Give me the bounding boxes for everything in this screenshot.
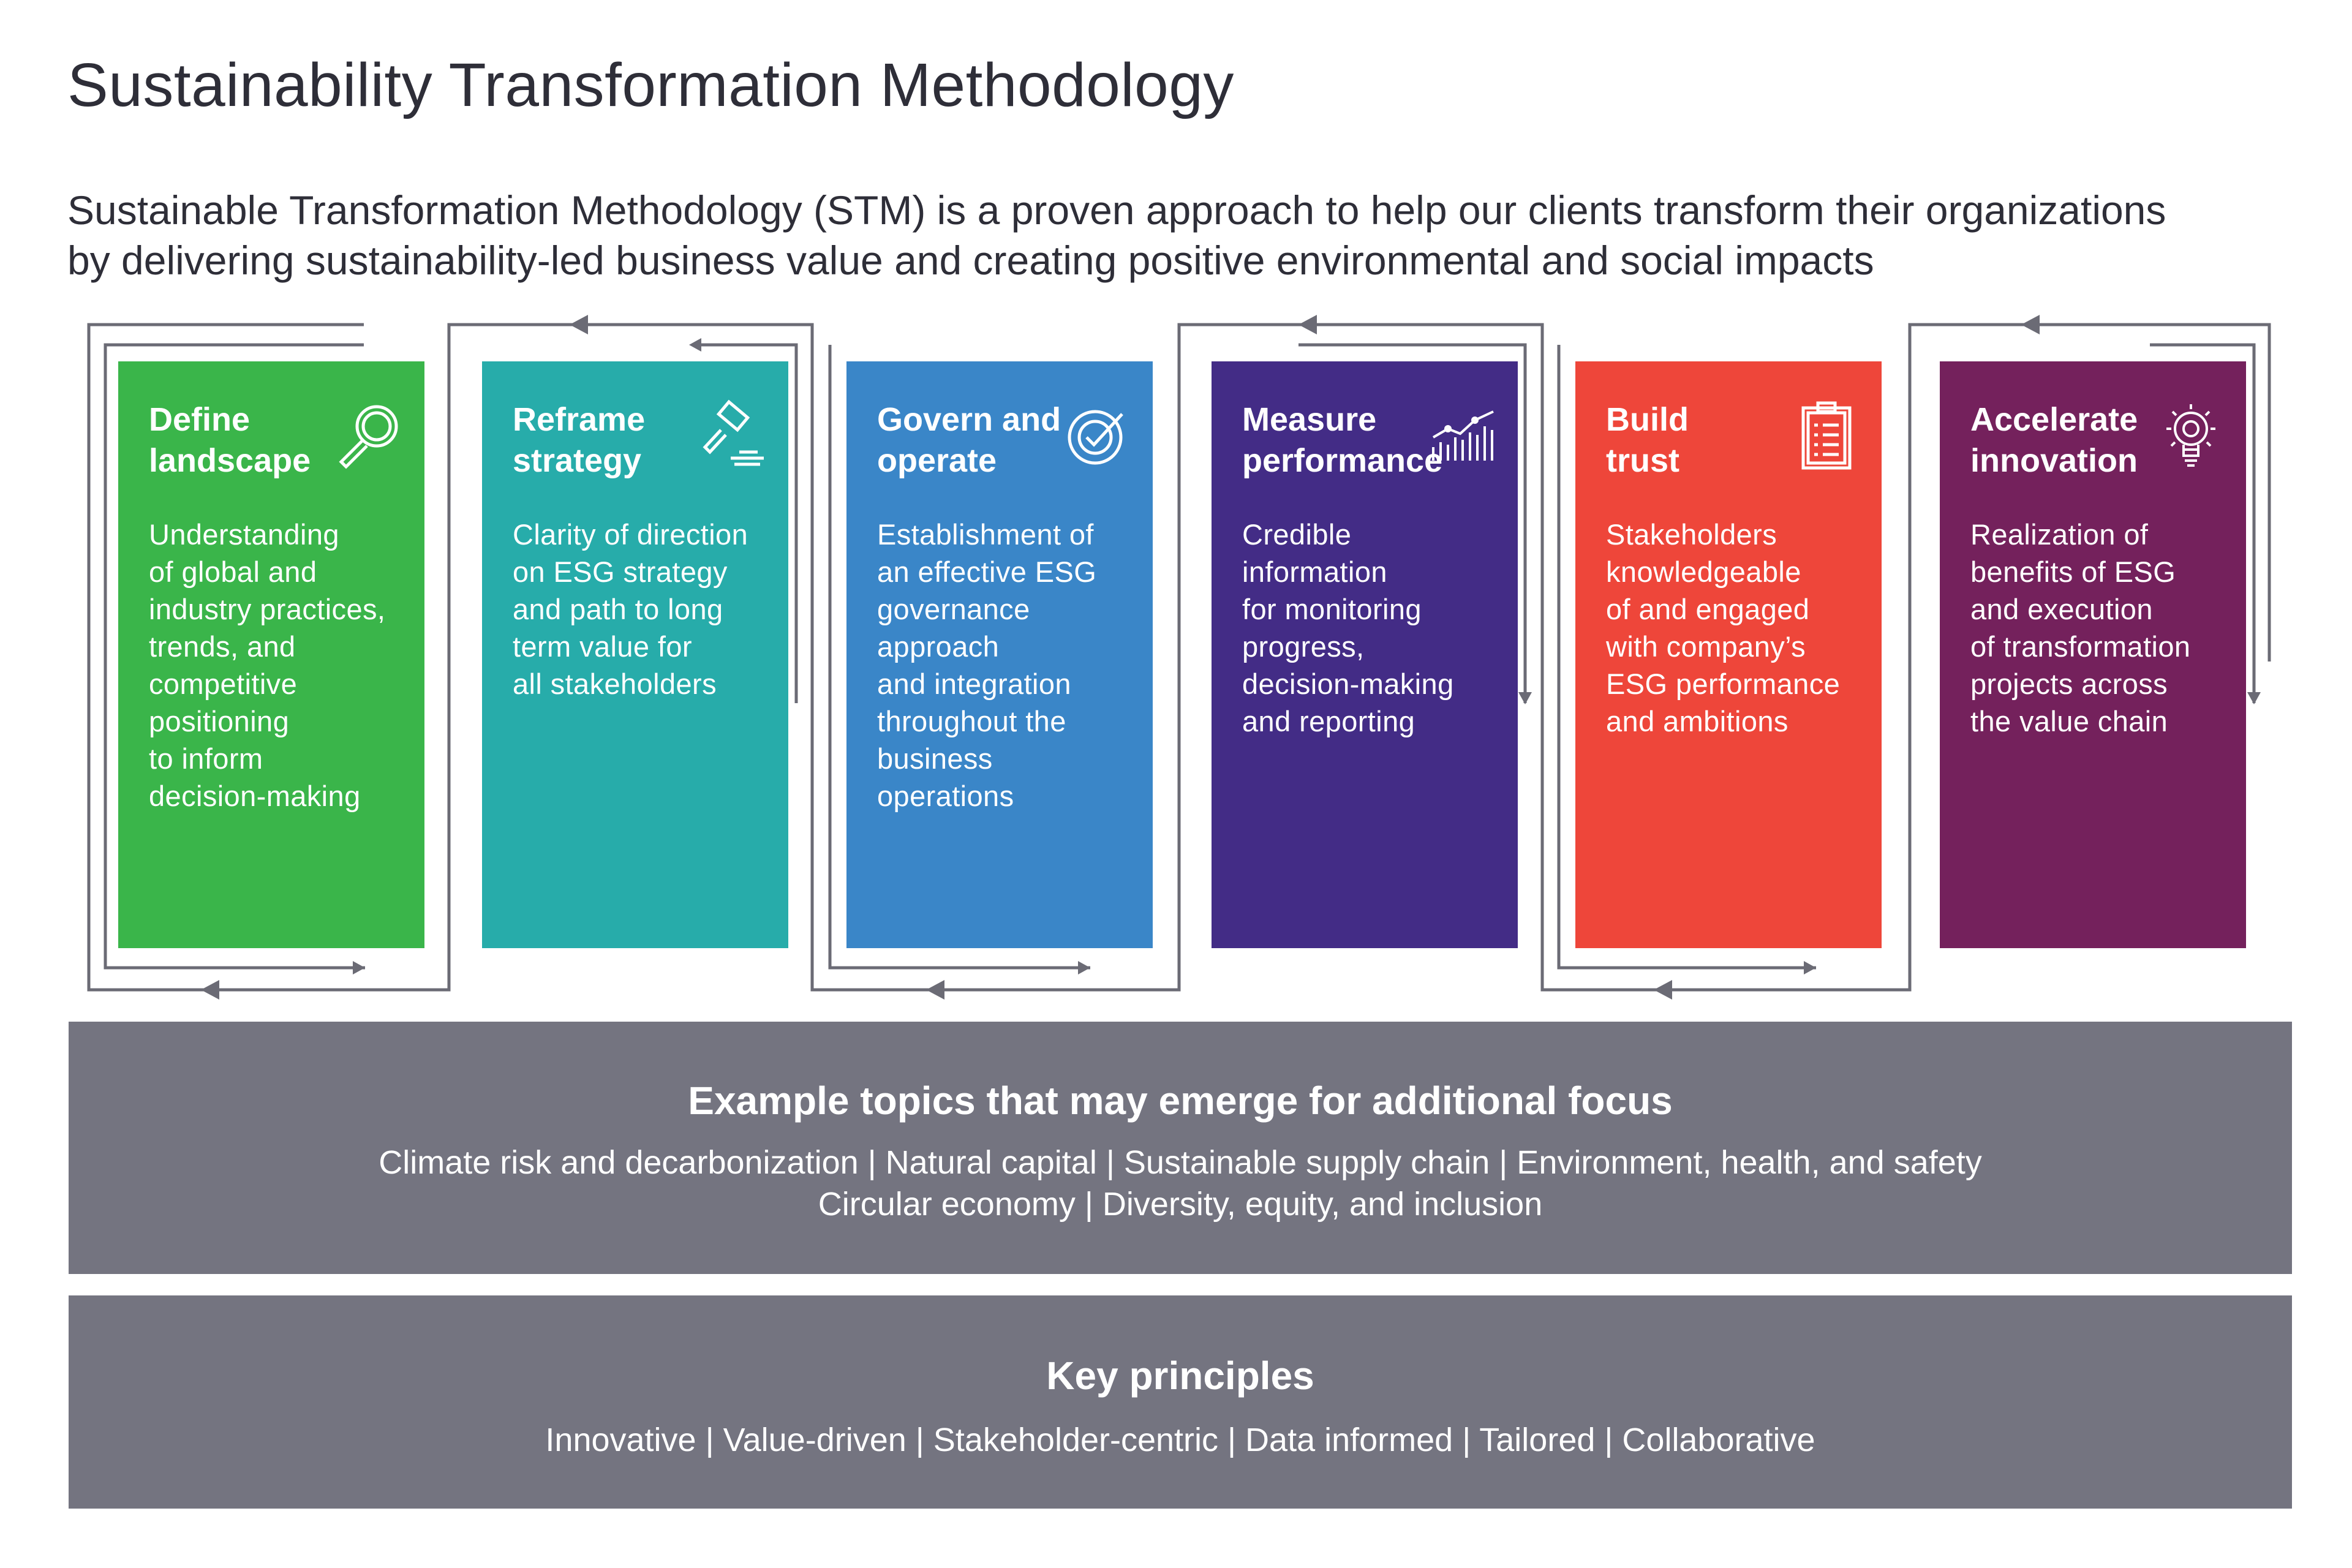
- step-title: Reframe strategy: [513, 401, 646, 479]
- step-card-govern-and-operate: [846, 361, 1153, 948]
- step-card-define-landscape: [118, 361, 424, 948]
- gavel-icon: [696, 399, 770, 473]
- lightbulb-icon: [2154, 399, 2228, 473]
- arrow-right-icon: [353, 961, 365, 974]
- topics-band: [69, 1022, 2292, 1274]
- step-description: Credible information for monitoring progress, decision-making and reporting: [1242, 518, 1454, 737]
- arrow-left-icon: [570, 315, 588, 334]
- chart-icon: [1426, 399, 1499, 473]
- step-description: Establishment of an effective ESG governance approach and integration throughout the business operations: [877, 518, 1097, 812]
- topics-list: [69, 1142, 2292, 1225]
- clipboard-icon: [1790, 399, 1863, 473]
- intro-line: by delivering sustainability-led business value and creating positive environmental and social impacts: [67, 238, 1874, 283]
- intro-line: Sustainable Transformation Methodology (STM) is a proven approach to help our clients transform their organizations: [67, 187, 2166, 233]
- arrow-right-icon: [1804, 961, 1816, 974]
- step-title: Accelerate innovation: [1970, 401, 2138, 479]
- step-title: Build trust: [1606, 401, 1689, 479]
- check-target-icon: [1061, 399, 1134, 473]
- principles-band: [69, 1295, 2292, 1509]
- arrow-down-icon: [2247, 692, 2261, 704]
- step-title: Measure performance: [1242, 401, 1443, 479]
- step-title: Govern and operate: [877, 401, 1061, 479]
- step-card-measure-performance: [1212, 361, 1518, 948]
- topics-heading: Example topics that may emerge for additional focus: [688, 1079, 1673, 1123]
- arrow-left-icon: [1654, 980, 1672, 1000]
- step-card-build-trust: [1575, 361, 1882, 948]
- arrow-left-icon: [1298, 315, 1317, 334]
- magnifier-icon: [333, 399, 406, 473]
- arrow-left-icon: [926, 980, 944, 1000]
- step-card-accelerate-innovation: [1940, 361, 2246, 948]
- arrow-left-icon: [2021, 315, 2040, 334]
- step-description: Realization of benefits of ESG and execution of transformation projects across the value chain: [1970, 518, 2191, 737]
- arrow-left-icon: [201, 980, 219, 1000]
- page-title: Sustainability Transformation Methodology: [67, 51, 1234, 119]
- step-title: Define landscape: [149, 401, 311, 479]
- arrow-down-icon: [1518, 692, 1532, 704]
- step-description: Clarity of direction on ESG strategy and path to long term value for all stakeholders: [513, 518, 748, 700]
- principles-list: [69, 1419, 2292, 1461]
- principles-line: Innovative | Value-driven | Stakeholder-centric | Data informed | Tailored | Collaborative: [545, 1422, 1815, 1458]
- topics-line: Climate risk and decarbonization | Natural capital | Sustainable supply chain | Environment, health, and safety: [379, 1144, 1982, 1181]
- topics-line: Circular economy | Diversity, equity, and inclusion: [818, 1186, 1543, 1223]
- step-card-reframe-strategy: [482, 361, 788, 948]
- arrow-right-icon: [1078, 961, 1090, 974]
- step-description: Stakeholders knowledgeable of and engaged with company’s ESG performance and ambitions: [1606, 518, 1841, 737]
- step-description: Understanding of global and industry practices, trends, and competitive positioning to inform decision-making: [149, 518, 386, 812]
- principles-heading: Key principles: [1046, 1354, 1314, 1398]
- arrow-left-icon: [689, 338, 701, 352]
